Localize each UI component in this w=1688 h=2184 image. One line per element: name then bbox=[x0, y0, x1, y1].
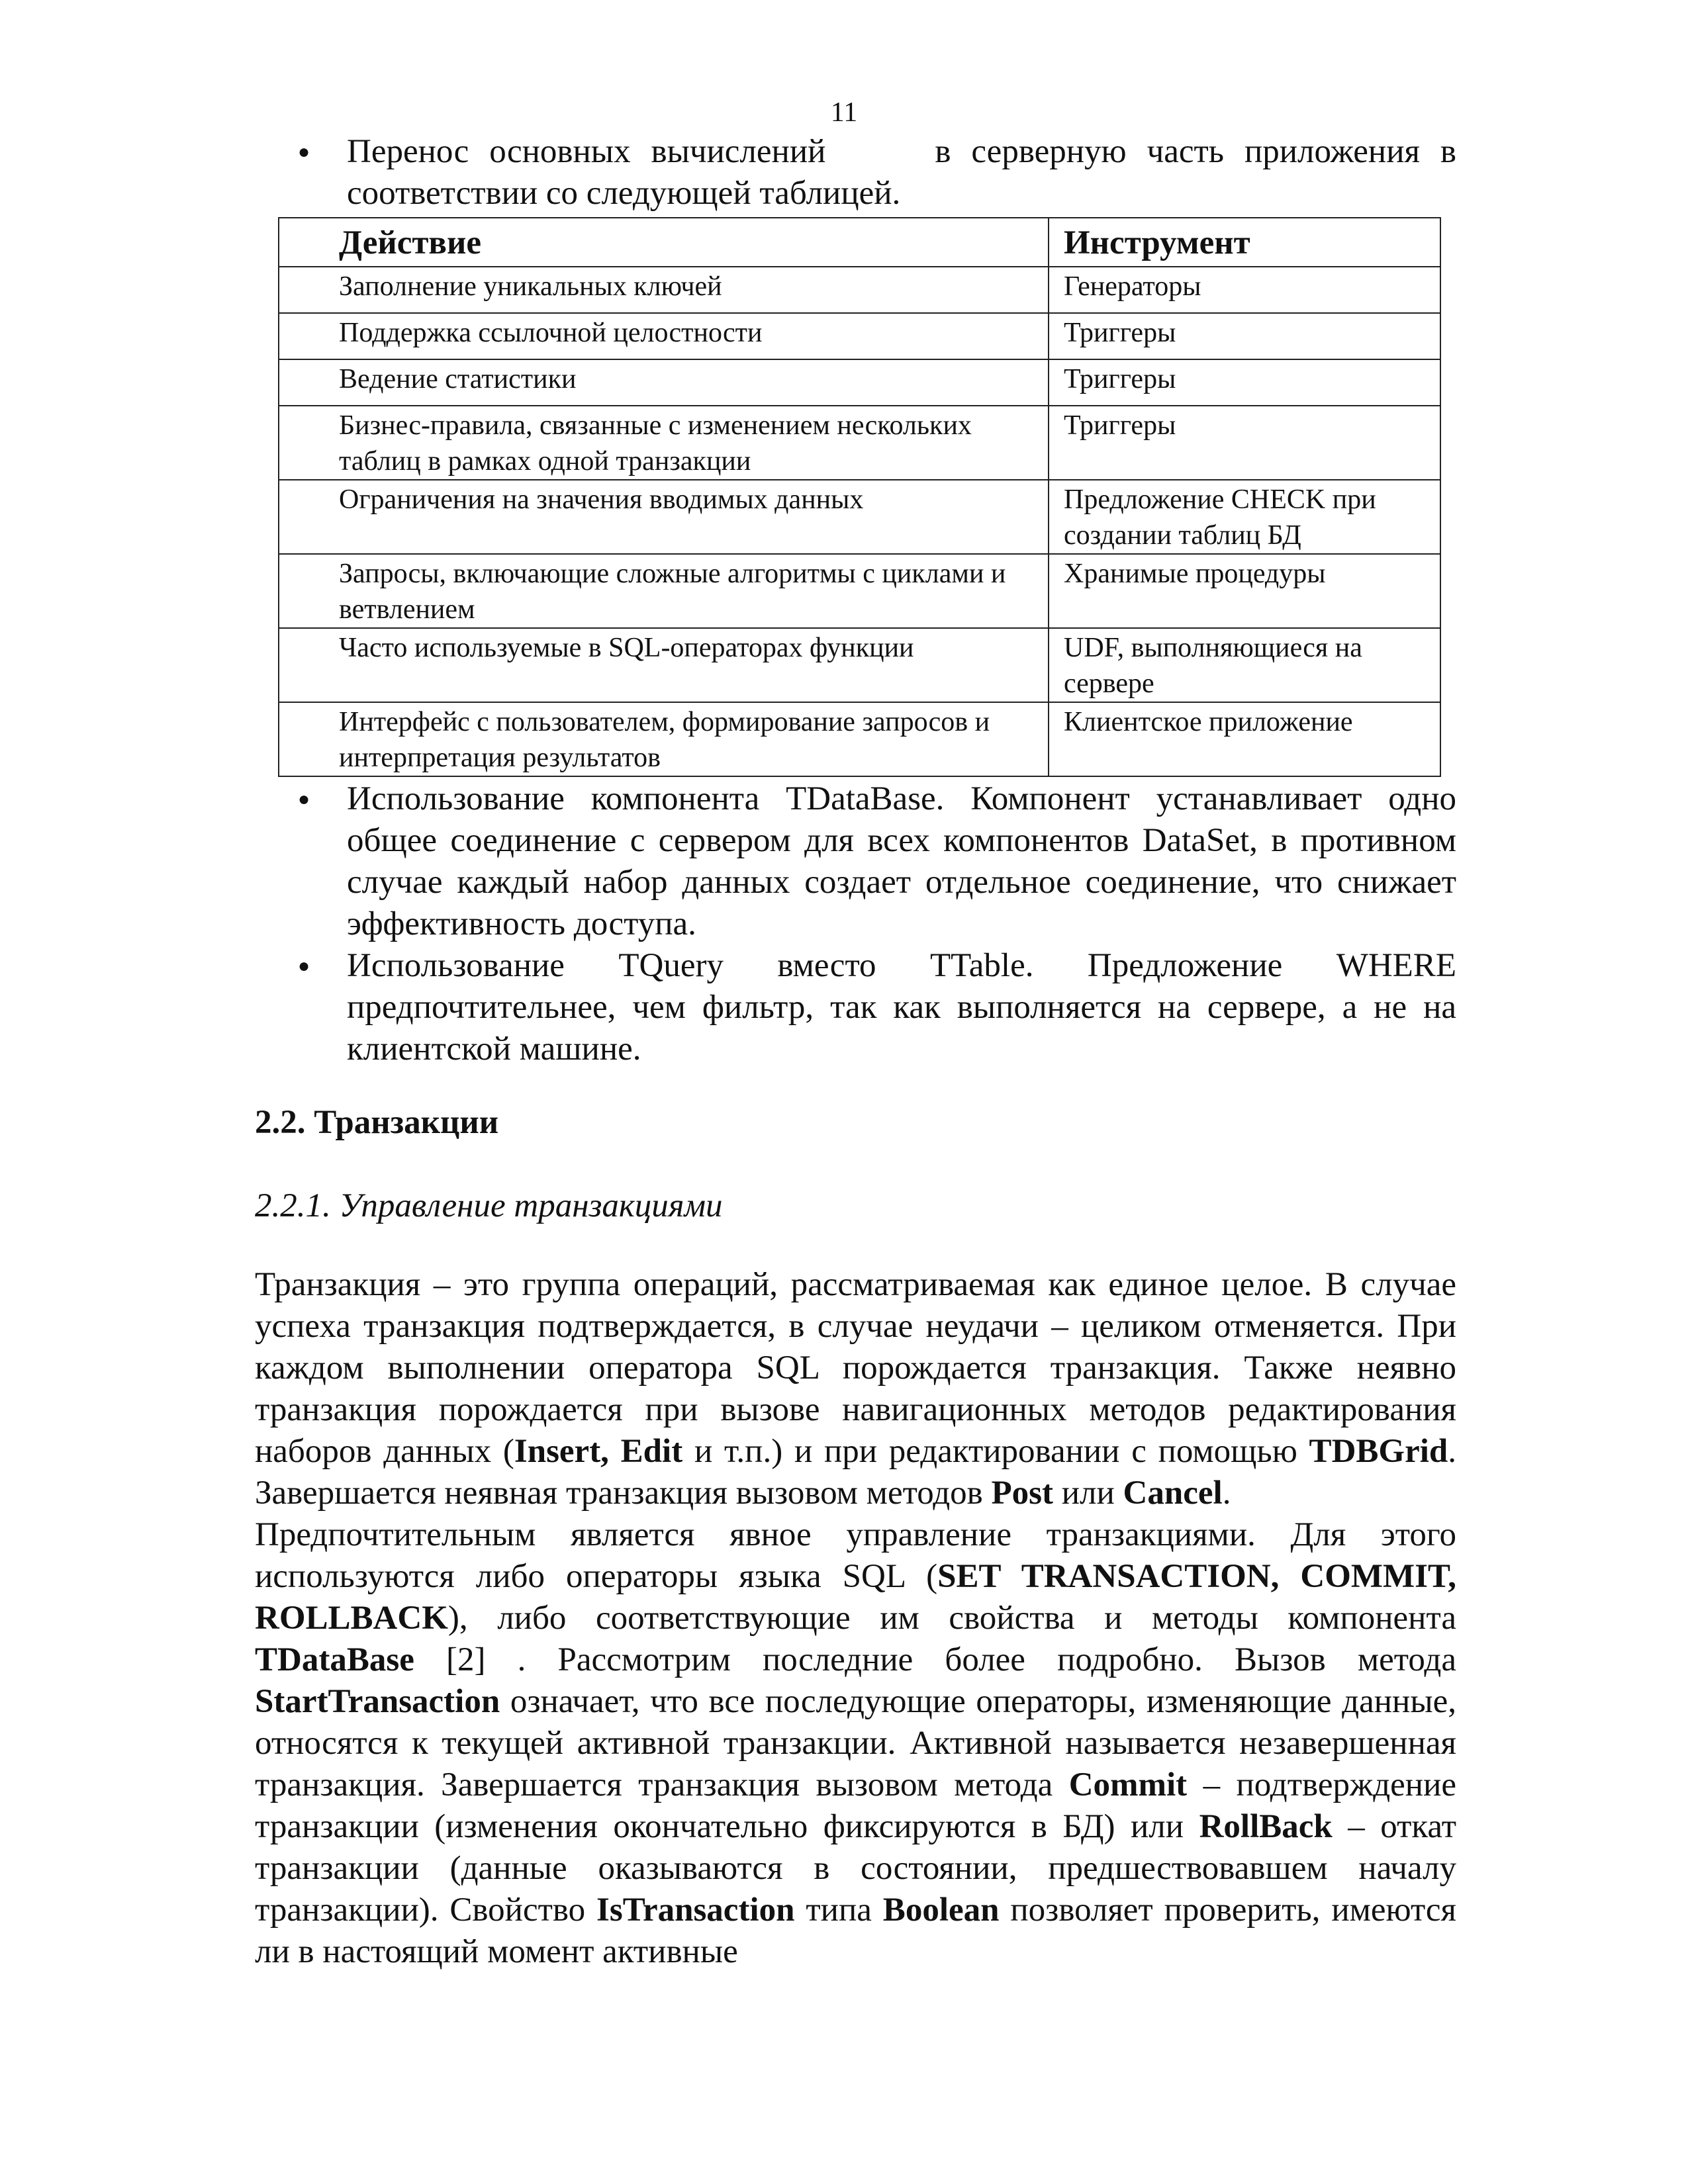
text-span: позволяет проверить, имеются ли в настоящий момент активные bbox=[255, 1891, 1456, 1970]
table-cell-tool: Триггеры bbox=[1049, 359, 1440, 406]
bold-term: Boolean bbox=[882, 1891, 1000, 1929]
text-span: Транзакция – это группа операций, рассматриваемая как единое целое. В случае успеха транзакция подтверждается, в случае неудачи – целиком отменяется. При каждом выполнении оператора SQL порождается транзакция. Также неявно транзакция порождается при вызове навигационных методов редактирования наборов данных ( bbox=[255, 1266, 1456, 1470]
text-span: . bbox=[1222, 1475, 1231, 1512]
bold-term: TDataBase bbox=[255, 1641, 414, 1678]
table-header-row bbox=[279, 218, 1440, 267]
bold-term: IsTransaction bbox=[596, 1891, 795, 1929]
table-cell-tool: Предложение CHECK при создании таблиц БД bbox=[1049, 480, 1440, 554]
bold-term: Post bbox=[991, 1475, 1053, 1512]
bullet-text-part2: в серверную часть приложения в соответствии со следующей таблицей. bbox=[347, 133, 1456, 212]
bullet-item-tdatabase: ● Использование компонента TDataBase. Компонент устанавливает одно общее соединение с сервером для всех компонентов DataSet, в противном случае каждый набор данных создает отдельное соединение, что снижает эффективность доступа. bbox=[298, 778, 1456, 945]
text-span: – подтверждение транзакции (изменения окончательно фиксируются в БД) или bbox=[255, 1766, 1456, 1845]
bold-term: Insert, Edit bbox=[514, 1433, 683, 1470]
table-header-tool: Инструмент bbox=[1049, 218, 1440, 267]
table-header-action: Действие bbox=[279, 218, 1049, 267]
table-cell-action: Поддержка ссылочной целостности bbox=[279, 313, 1049, 359]
table-cell-action: Ограничения на значения вводимых данных bbox=[279, 480, 1049, 554]
bold-term: Cancel bbox=[1123, 1475, 1223, 1512]
table-row bbox=[279, 359, 1440, 406]
text-span: Предпочтительным является явное управление транзакциями. Для этого используются либо операторы языка SQL ( bbox=[255, 1516, 1456, 1595]
text-span: или bbox=[1053, 1475, 1123, 1512]
bold-term: RollBack bbox=[1199, 1808, 1333, 1845]
table-row bbox=[279, 267, 1440, 313]
bullet-text-part1: Перенос основных вычислений bbox=[347, 133, 826, 170]
table-cell-action: Бизнес-правила, связанные с изменением нескольких таблиц в рамках одной транзакции bbox=[279, 406, 1049, 480]
tools-table bbox=[278, 217, 1441, 777]
bold-term: StartTransaction bbox=[255, 1683, 500, 1720]
text-span: [2] . Рассмотрим последние более подробно. Вызов метода bbox=[414, 1641, 1456, 1678]
text-span: и т.п.) и при редактировании с помощью bbox=[682, 1433, 1309, 1470]
text-span: означает, что все последующие операторы, изменяющие данные, относятся к текущей активной транзакции. Активной называется незавершенная транзакция. Завершается транзакция вызовом метода bbox=[255, 1683, 1456, 1803]
text-span: . Завершается неявная транзакция вызовом методов bbox=[255, 1433, 1456, 1512]
table-cell-action: Часто используемые в SQL-операторах функции bbox=[279, 628, 1049, 702]
table-cell-tool: Триггеры bbox=[1049, 313, 1440, 359]
table-cell-tool: Клиентское приложение bbox=[1049, 702, 1440, 776]
bold-term: Commit bbox=[1068, 1766, 1188, 1803]
table-row bbox=[279, 406, 1440, 480]
table-cell-tool: Генераторы bbox=[1049, 267, 1440, 313]
paragraph-transaction-definition bbox=[255, 1264, 1456, 1514]
bullet-item-tquery: ● Использование TQuery вместо TTable. Предложение WHERE предпочтительнее, чем фильтр, так как выполняется на сервере, а не на клиентской машине. bbox=[298, 945, 1456, 1070]
table-cell-tool: UDF, выполняющиеся на сервере bbox=[1049, 628, 1440, 702]
bold-term: TDBGrid bbox=[1309, 1433, 1448, 1470]
bullet-item-server-computing bbox=[298, 131, 1456, 214]
page-number: 11 bbox=[830, 97, 858, 128]
table-cell-action: Запросы, включающие сложные алгоритмы с циклами и ветвлением bbox=[279, 554, 1049, 628]
text-span: ), либо соответствующие им свойства и методы компонента bbox=[447, 1600, 1456, 1637]
paragraph-explicit-control bbox=[255, 1514, 1456, 1973]
body-text bbox=[255, 1264, 1456, 1973]
section-heading: 2.2. Транзакции bbox=[255, 1104, 499, 1141]
table-row bbox=[279, 628, 1440, 702]
text-span: типа bbox=[794, 1891, 883, 1929]
bullet-list-top bbox=[298, 131, 1456, 214]
table-cell-tool: Триггеры bbox=[1049, 406, 1440, 480]
bold-term: SET TRANSACTION, COMMIT, ROLLBACK bbox=[255, 1558, 1456, 1637]
table-cell-action: Заполнение уникальных ключей bbox=[279, 267, 1049, 313]
table-cell-action: Ведение статистики bbox=[279, 359, 1049, 406]
table-row bbox=[279, 480, 1440, 554]
table-row bbox=[279, 313, 1440, 359]
table-row bbox=[279, 702, 1440, 776]
subsection-heading: 2.2.1. Управление транзакциями bbox=[255, 1187, 723, 1224]
table-row bbox=[279, 554, 1440, 628]
text-span: – откат транзакции (данные оказываются в состоянии, предшествовавшем началу транзакции). Свойство bbox=[255, 1808, 1456, 1929]
bullet-list-bottom bbox=[298, 778, 1456, 1070]
table-cell-tool: Хранимые процедуры bbox=[1049, 554, 1440, 628]
table-cell-action: Интерфейс с пользователем, формирование запросов и интерпретация результатов bbox=[279, 702, 1049, 776]
